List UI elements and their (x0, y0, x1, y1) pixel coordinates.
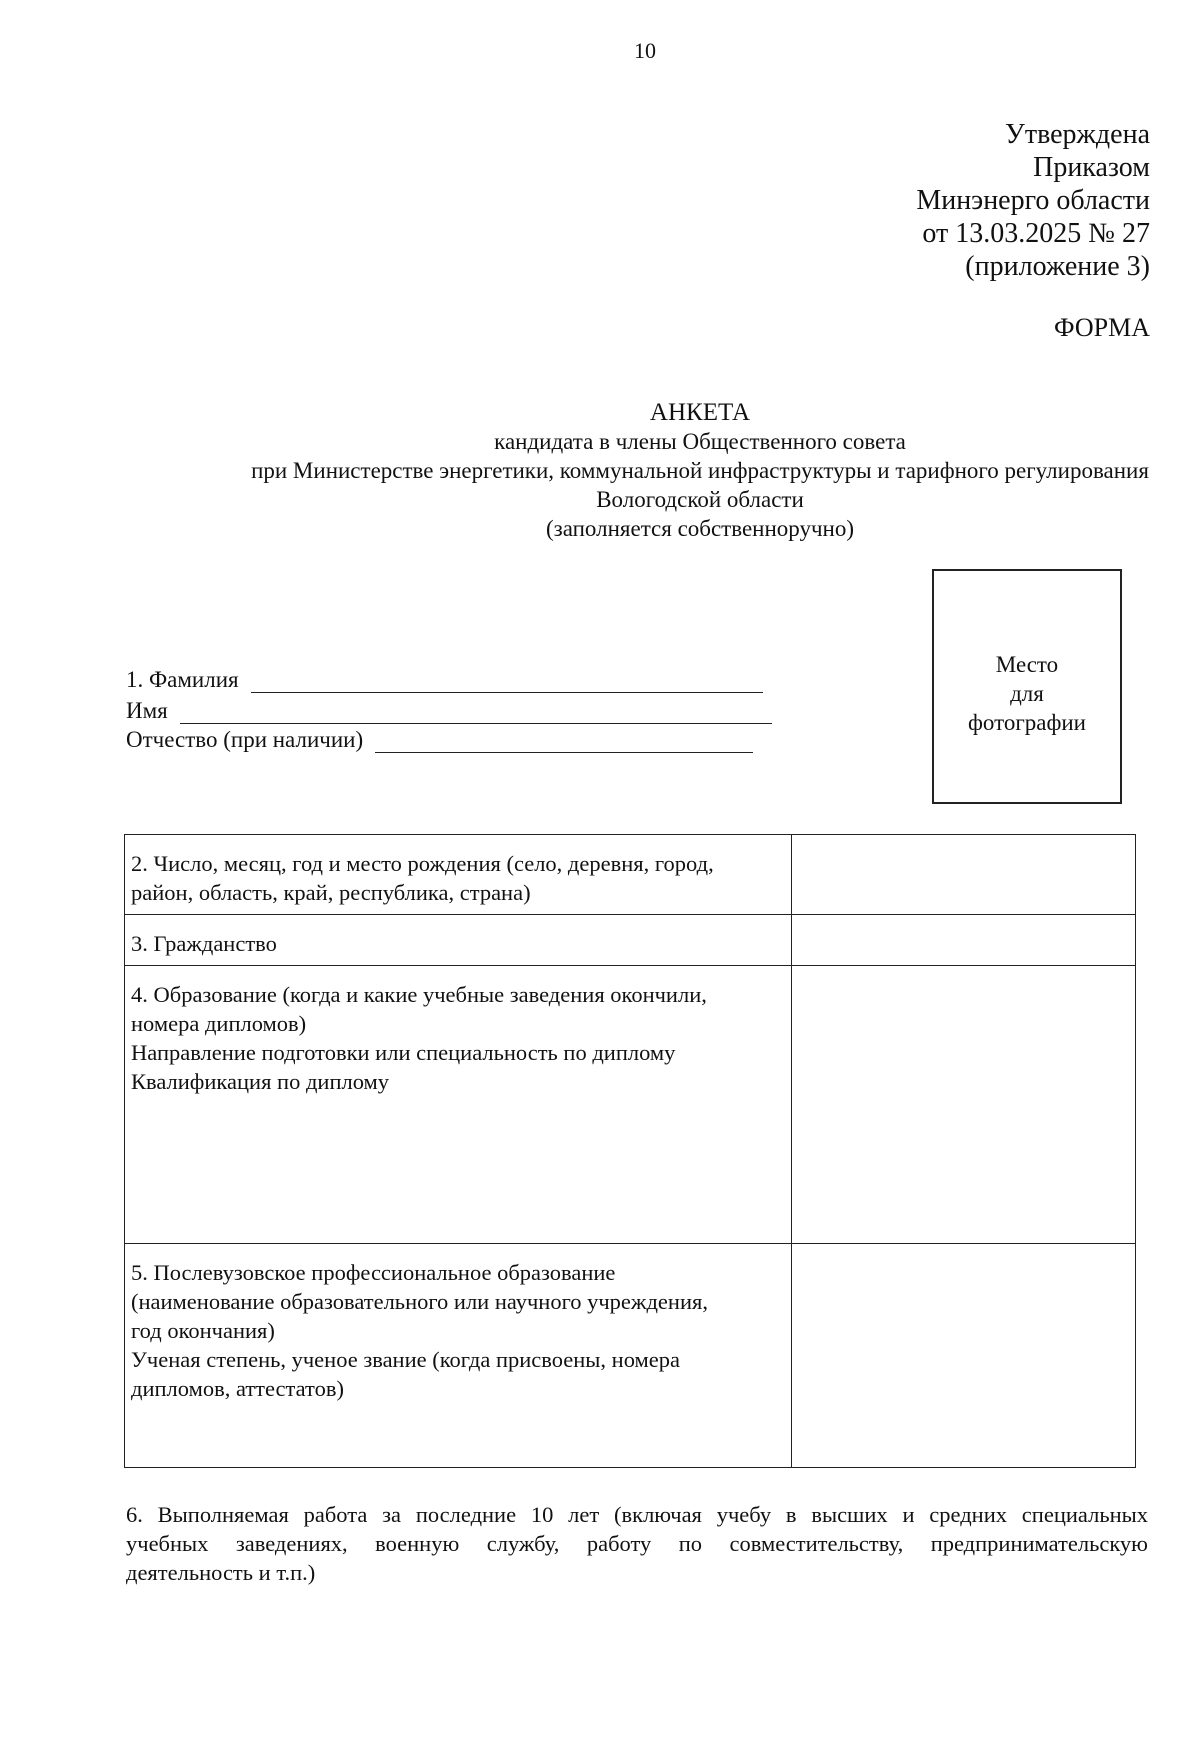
surname-field[interactable] (251, 668, 763, 693)
work-history-item (126, 1500, 1148, 1587)
item6-text: 6. Выполняемая работа за последние 10 лет (включая учебу в высших и средних специальных (126, 1502, 1148, 1527)
title-line: Вологодской области (596, 487, 804, 512)
question-text: 4. Образование (когда и какие учебные заведения окончили, (131, 982, 707, 1007)
question-text: номера дипломов) (131, 1011, 307, 1036)
item6-text: деятельность и т.п.) (126, 1560, 316, 1585)
approval-line: Приказом (1033, 152, 1150, 183)
approval-line: Минэнерго области (916, 185, 1150, 216)
table-row (125, 835, 1136, 915)
patronymic-label: Отчество (при наличии) (126, 727, 364, 752)
patronymic-field[interactable] (375, 728, 753, 753)
questionnaire-table (124, 834, 1136, 1468)
title-main: АНКЕТА (649, 399, 751, 426)
name-label: Имя (126, 698, 168, 723)
photo-label: Место (995, 652, 1059, 677)
title-line: (заполняется собственноручно) (545, 516, 855, 541)
question-text: 2. Число, месяц, год и место рождения (село, деревня, город, (131, 851, 714, 876)
table-row (125, 966, 1136, 1244)
name-field[interactable] (180, 699, 772, 724)
question-text: Квалификация по диплому (131, 1069, 390, 1094)
table-row (125, 1244, 1136, 1468)
answer-cell[interactable] (791, 1244, 1135, 1468)
table-row (125, 915, 1136, 966)
approval-line: Утверждена (1005, 119, 1150, 150)
surname-label: 1. Фамилия (126, 667, 239, 692)
approval-line: от 13.03.2025 № 27 (922, 218, 1150, 249)
question-cell (125, 1244, 792, 1468)
approval-line: (приложение 3) (965, 251, 1150, 282)
patronymic-row (126, 727, 753, 753)
photo-placeholder[interactable] (932, 569, 1122, 804)
answer-cell[interactable] (791, 966, 1135, 1244)
title-line: при Министерстве энергетики, коммунальной инфраструктуры и тарифного регулирования (251, 458, 1149, 483)
photo-label: для (1010, 681, 1044, 706)
page-number: 10 (634, 38, 656, 63)
question-cell (125, 915, 792, 966)
question-text: 3. Гражданство (131, 931, 277, 956)
answer-cell[interactable] (791, 835, 1135, 915)
question-text: 5. Послевузовское профессиональное образование (131, 1260, 616, 1285)
item6-text: учебных заведениях, военную службу, работу по совместительству, предпринимательскую (126, 1531, 1148, 1556)
name-row (126, 698, 772, 724)
question-text: (наименование образовательного или научного учреждения, (131, 1289, 708, 1314)
title-line: кандидата в члены Общественного совета (494, 429, 906, 454)
question-text: Ученая степень, ученое звание (когда присвоены, номера (131, 1347, 680, 1372)
question-text: Направление подготовки или специальность по диплому (131, 1040, 676, 1065)
surname-row (126, 667, 763, 693)
question-text: дипломов, аттестатов) (131, 1376, 344, 1401)
document-title (120, 398, 1200, 543)
photo-label: фотографии (967, 710, 1086, 735)
question-text: район, область, край, республика, страна) (131, 880, 531, 905)
approval-stamp (916, 118, 1150, 283)
question-text: год окончания) (131, 1318, 275, 1343)
question-cell (125, 966, 792, 1244)
question-cell (125, 835, 792, 915)
form-label: ФОРМА (1054, 313, 1150, 342)
answer-cell[interactable] (791, 915, 1135, 966)
